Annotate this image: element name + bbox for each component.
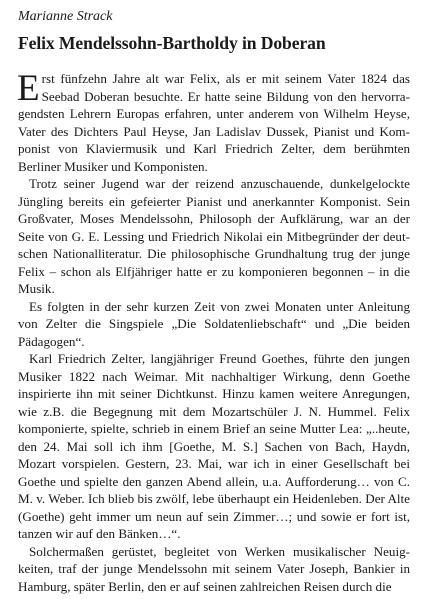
paragraph-5: Solchermaßen gerüstet, begleitet von Werken musikalischer Neuigkeiten, traf der junge Mendelssohn mit seinem Vater Joseph, Bankier in Hamburg, später Berlin, den er auf seinen zahlreichen Reisen durch die bbox=[18, 543, 410, 594]
article-title: Felix Mendelssohn-Bartholdy in Doberan bbox=[18, 33, 326, 53]
paragraph-1-text: rst fünfzehn Jahre alt war Felix, als er mit seinem Vater 1824 das Seebad Doberan besuchte. Er hatte seine Bildung von den hervorragendsten Lehrern Europas erfahren, unter anderem von Wilhelm Heyse, Vater des Dichters Paul Heyse, Jan Ladislav Dussek, Pianist und Komponist von Klaviermusik und Karl Friedrich Zelter, dem berühmten Berliner Musiker und Komponisten. bbox=[18, 71, 410, 174]
author-name: Marianne Strack bbox=[18, 9, 113, 24]
article-body bbox=[18, 70, 410, 595]
paragraph-4: Karl Friedrich Zelter, langjähriger Freund Goethes, führte den jungen Musiker 1822 nach Weimar. Mit nachhaltiger Wirkung, denn Goethe inspirierte ihn mit seiner Dichtkunst. Hinzu kamen weitere Anregungen, wie z.B. die Begegnung mit dem Mozartschüler J. N. Hummel. Felix komponierte, spielte, schrieb in einem Brief an seine Mutter Lea: „..heute, den 24. Mai soll ich ihm [Goethe, M. S.] Sachen von Bach, Haydn, Mozart vorspielen. Gestern, 23. Mai, war ich in einer Gesellschaft bei Goethe und spielte den ganzen Abend allein, u.a. Aufforderung… von C. M. v. Weber. Ich blieb bis zwölf, lebe überhaupt ein Heidenleben. Der Alte (Goethe) geht immer um neun auf sein Zimmer…; und sowie er fort ist, tanzen wir auf den Bänken…“. bbox=[18, 351, 410, 541]
document-page bbox=[18, 8, 410, 595]
drop-cap: E bbox=[17, 68, 40, 109]
paragraph-2: Trotz seiner Jugend war der reizend anzuschauende, dunkelgelockte Jüngling bereits ein gefeierter Pianist und anerkannter Komponist. Sein Großvater, Moses Mendelssohn, Philosoph der Aufklärung, war an der Seite von G. E. Lessing und Friedrich Nikolai ein Mitbegründer der deutschen Nationalliteratur. Die philosophische Grundhaltung trug der junge Felix – schon als Elfjähriger hatte er zu komponieren begonnen – in die Musik. bbox=[18, 176, 410, 296]
paragraph-3: Es folgten in der sehr kurzen Zeit von zwei Monaten unter Anleitung von Zelter die Singspiele „Die Soldatenliebschaft“ und „Die beiden Pädagogen“. bbox=[18, 298, 410, 349]
paragraph-1 bbox=[18, 70, 410, 175]
